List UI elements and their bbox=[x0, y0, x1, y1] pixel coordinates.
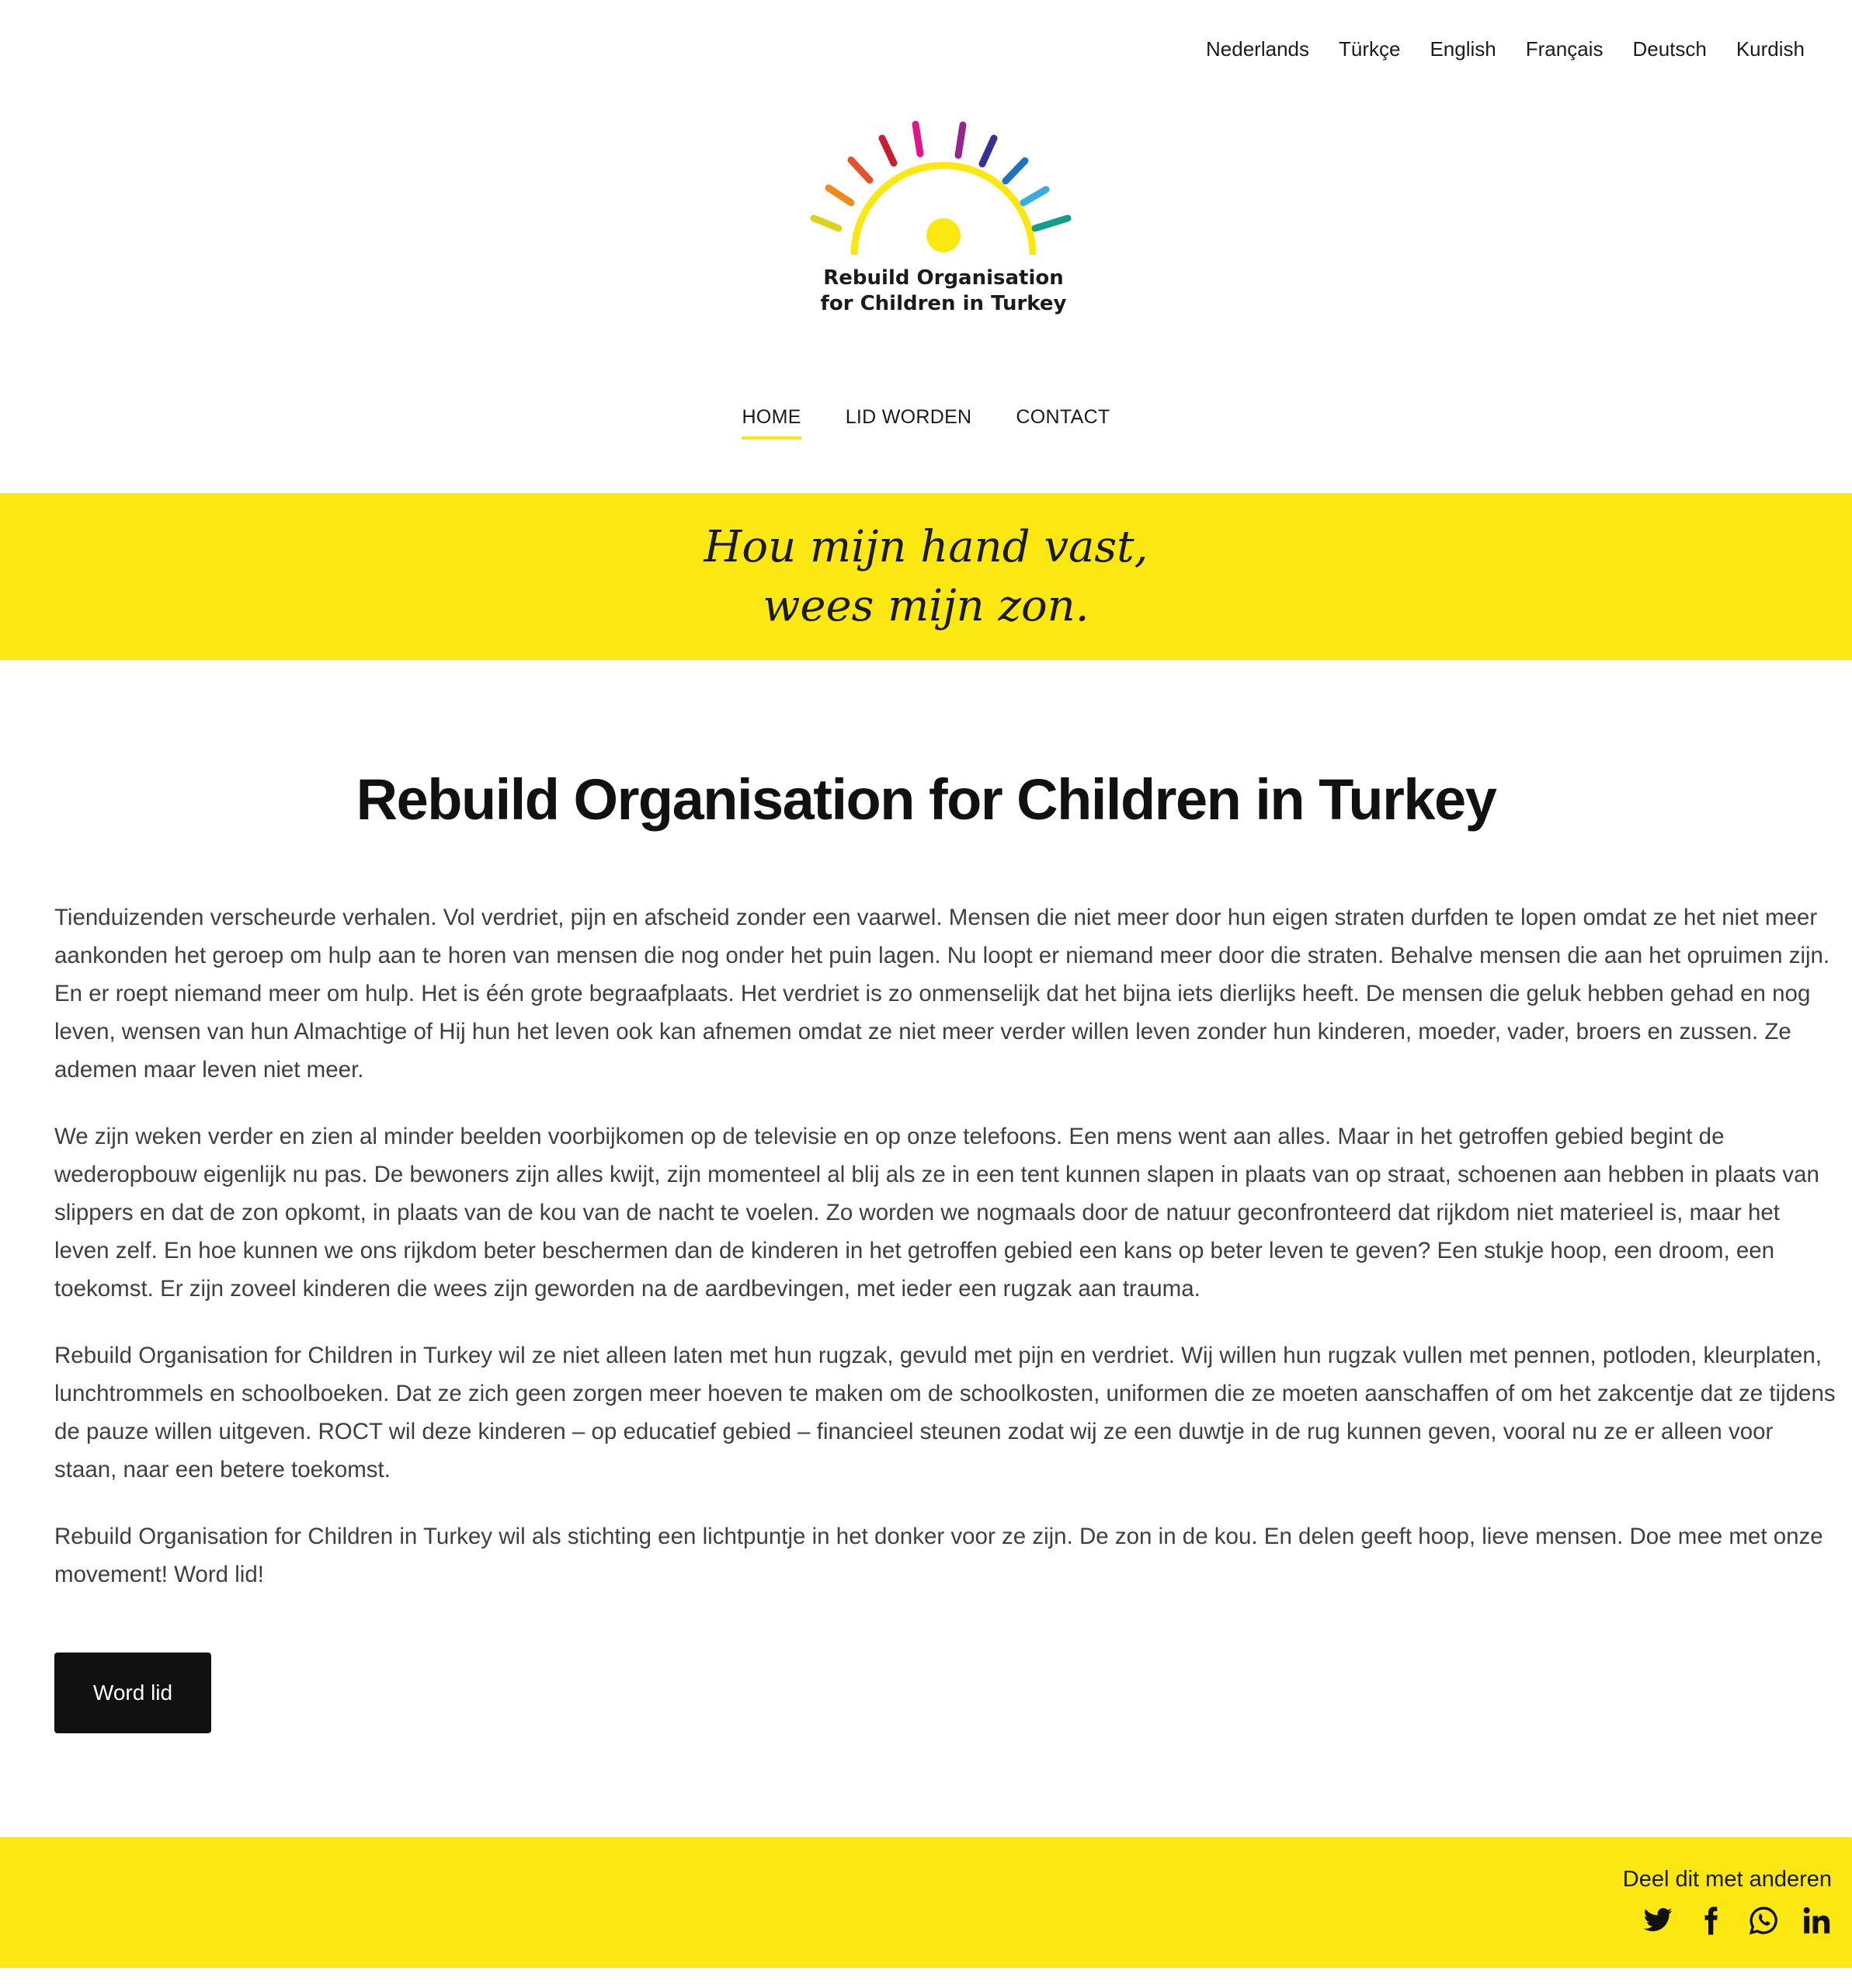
word-lid-button[interactable]: Word lid bbox=[54, 1653, 211, 1733]
main-navigation bbox=[0, 406, 1852, 440]
page-title: Rebuild Organisation for Children in Turkey bbox=[356, 767, 1496, 832]
site-logo[interactable] bbox=[808, 115, 1079, 325]
paragraph-4: Rebuild Organisation for Children in Turkey wil als stichting een lichtpuntje in het donker voor ze zijn. De zon in de kou. En delen geeft hoop, lieve mensen. Doe mee met onze movement! Word lid! bbox=[54, 1524, 1823, 1587]
sun-logo-icon bbox=[808, 115, 1079, 262]
language-link-nederlands[interactable]: Nederlands bbox=[1206, 37, 1309, 61]
share-icons bbox=[1642, 1905, 1832, 1936]
share-label: Deel dit met anderen bbox=[1622, 1867, 1832, 1892]
language-link-kurdish[interactable]: Kurdish bbox=[1736, 37, 1805, 61]
language-link-deutsch[interactable]: Deutsch bbox=[1632, 37, 1707, 61]
hero-tagline-line-2: wees mijn zon. bbox=[763, 580, 1089, 631]
paragraph-2: We zijn weken verder en zien al minder beelden voorbijkomen op de televisie en op onze telefoons. Een mens went aan alles. Maar in het getroffen gebied begint de wederopbouw eigenlijk nu pas. De bewoners zijn alles kwijt, zijn momenteel al blij als ze in een tent kunnen slapen in plaats van op straat, schoenen aan hebben in plaats van slippers en dat de zon opkomt, in plaats van de kou van de nacht te voelen. Zo worden we nogmaals door de natuur geconfronteerd dat rijkdom niet materieel is, maar het leven zelf. En hoe kunnen we ons rijkdom beter beschermen dan de kinderen in het getroffen gebied een kans op beter leven te geven? Een stukje hoop, een droom, een toekomst. Er zijn zoveel kinderen die wees zijn geworden na de aardbevingen, met ieder een rugzak aan trauma. bbox=[54, 1124, 1819, 1302]
logo-wordmark bbox=[808, 266, 1079, 317]
language-switcher bbox=[1206, 37, 1805, 61]
facebook-icon[interactable] bbox=[1695, 1905, 1726, 1936]
hero-banner bbox=[0, 493, 1852, 660]
hero-tagline-line-1: Hou mijn hand vast, bbox=[704, 521, 1148, 572]
footer-share-bar bbox=[0, 1837, 1852, 1968]
nav-lid-worden[interactable]: LID WORDEN bbox=[845, 406, 972, 428]
language-link-francais[interactable]: Français bbox=[1525, 37, 1604, 61]
whatsapp-icon[interactable] bbox=[1748, 1905, 1779, 1936]
paragraph-3: Rebuild Organisation for Children in Turkey wil ze niet alleen laten met hun rugzak, gevuld met pijn en verdriet. Wij willen hun rugzak vullen met pennen, potloden, kleurplaten, lunchtrommels en schoolboeken. Dat ze zich geen zorgen meer hoeven te maken om de schoolkosten, uniformen die ze moeten aanschaffen of om het zakcentje dat ze tijdens de pauze willen uitgeven. ROCT wil deze kinderen – op educatief gebied – financieel steunen zodat wij ze een duwtje in de rug kunnen geven, vooral nu ze er alleen voor staan, naar een betere toekomst. bbox=[54, 1343, 1836, 1482]
paragraph-1: Tienduizenden verscheurde verhalen. Vol verdriet, pijn en afscheid zonder een vaarwel. Mensen die niet meer door hun eigen straten durfden te lopen omdat ze het niet meer aankonden het geroep om hulp aan te horen van mensen die nog onder het puin lagen. Nu loopt er niemand meer door die straten. Behalve mensen die aan het opruimen zijn. En er roept niemand meer om hulp. Het is één grote begraafplaats. Het verdriet is zo onmenselijk dat het bijna iets dierlijks heeft. De mensen die geluk hebben gehad en nog leven, wensen van hun Almachtige of Hij hun het leven ook kan afnemen omdat ze niet meer verder willen leven zonder hun kinderen, moeder, vader, broers en zussen. Ze ademen maar leven niet meer. bbox=[54, 905, 1830, 1083]
logo-text-line-2: for Children in Turkey bbox=[820, 292, 1067, 315]
twitter-icon[interactable] bbox=[1642, 1905, 1673, 1936]
logo-text-line-1: Rebuild Organisation bbox=[823, 266, 1064, 290]
language-link-english[interactable]: English bbox=[1430, 37, 1496, 61]
nav-contact[interactable]: CONTACT bbox=[1016, 406, 1110, 428]
nav-home[interactable]: HOME bbox=[742, 406, 801, 440]
article-body bbox=[54, 898, 1840, 1622]
linkedin-icon[interactable] bbox=[1801, 1905, 1832, 1936]
language-link-turkce[interactable]: Türkçe bbox=[1339, 37, 1401, 61]
